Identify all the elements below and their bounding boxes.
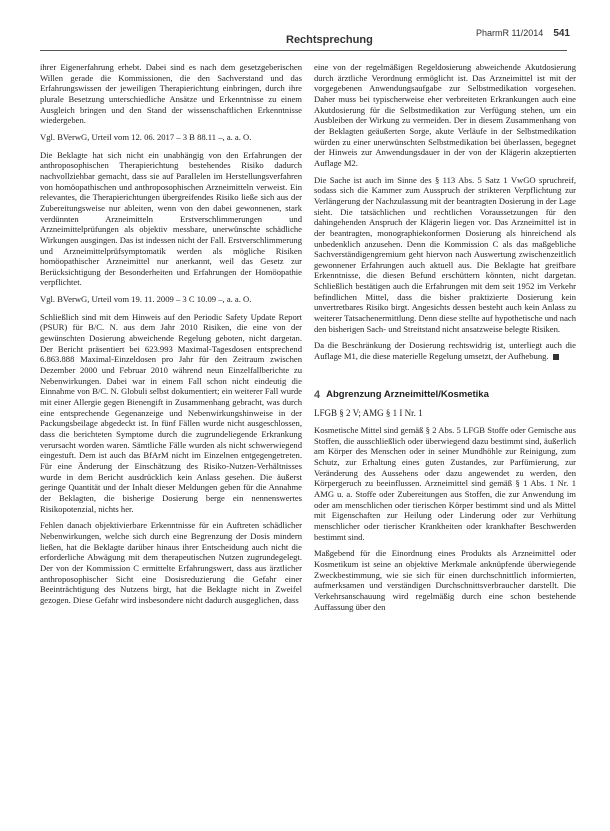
section-citation: LFGB § 2 V; AMG § 1 I Nr. 1 <box>314 408 423 419</box>
header-rule <box>40 50 567 51</box>
citation: Vgl. BVerwG, Urteil vom 12. 06. 2017 – 3 B 88.11 –, a. a. O. <box>40 131 252 142</box>
page-header <box>0 24 610 54</box>
section-number: 4 <box>314 388 321 401</box>
end-mark-icon <box>553 354 559 360</box>
paragraph-text: Da die Beschränkung der Dosierung rechtswidrig ist, unterliegt auch die Auflage M1, die diese materielle Regelung umsetzt, der Aufhebung. <box>314 340 576 362</box>
page-number: 541 <box>553 28 570 39</box>
paragraph: Die Sache ist auch im Sinne des § 113 Abs. 5 Satz 1 VwGO spruchreif, sodass sich die Kammer zum Ausspruch der strikteren Verpflichtung zur Verlängerung der Nachzulassung mit der beantragten Dosierung in der Lage sieht. Die tatsächlichen und rechtlichen Voraussetzungen für den dahingehenden Anspruch der Klägerin liegen vor. Das Arzneimittel ist in der beantragten, monographiekonformen Dosierung als hinreichend als unbedenklich anzusehen. Denn die Kommission C als das maßgebliche Sachverständigengremium geht hiervon nach Auswertung zwischenzeitlich gewonnener Erfahrungen auch aktuell aus. Die Beklagte hat greifbare Erkenntnisse, die diesen Befund erschüttern könnten, nicht dargetan. Schließlich bestätigen auch die Erfahrungen mit dem seit 1952 im Verkehr befindlichen Mittel, dass die bisher praktizierte Dosierung kein unvertretbares Risiko birgt. Angesichts dessen besteht auch kein Anlass zu weiterer Tatsachenermittlung. Denn diese stellte auf hypothetische und nach den bisherigen Sach- und Streitstand nicht ansatzweise belegte Risiken. <box>314 174 576 334</box>
paragraph: Maßgebend für die Einordnung eines Produkts als Arzneimittel oder Kosmetikum ist seine an objektive Merkmale anknüpfende überwiegende Zweckbestimmung, wie sie sich für einen durchschnittlich informierten, aufmerksamen und verständigen Durchschnittsverbraucher darstellt. Die Verkehrsanschauung wird regelmäßig durch eine schon bestehende Auffassung über den <box>314 548 576 612</box>
citation: Vgl. BVerwG, Urteil vom 19. 11. 2009 – 3 C 10.09 –, a. a. O. <box>40 294 252 305</box>
left-column <box>40 62 302 612</box>
section-heading <box>314 390 576 401</box>
section-title: Abgrenzung Arzneimittel/Kosmetika <box>326 388 489 400</box>
section-header-title: Rechtsprechung <box>286 34 373 46</box>
paragraph: Fehlen danach objektivierbare Erkenntnisse für ein Auftreten schädlicher Nebenwirkungen, welche sich durch eine Begrenzung der Dosis mindern ließen, hat die Beklagte darüber hinaus ihrer Entscheidung auch nicht die erforderliche Abwägung mit dem therapeutischen Nutzen zugrundegelegt. Der von der Kommission C ermittelte Erfahrungswert, dass aus ärztlicher anthroposophischer Sicht eine Dosisreduzierung die Gefahr einer Beeinträchtigung des Nutzens birgt, hat die Beklagte nicht in Zweifel gezogen. Diese Gefahr wird insbesondere nicht dadurch ausgeglichen, dass <box>40 520 302 605</box>
paragraph: eine von der regelmäßigen Regeldosierung abweichende Akutdosierung durch ärztliche Verordnung ermöglicht ist. Das Arzneimittel ist mit der vorgegebenen Anwendungsaufgabe zur Selbstmedikation vorgesehen. Daher muss bei typischerweise eher verbreiteten Erkrankungen auch eine Akutdosierung für die Selbstmedikation zur Verfügung stehen, um ein Ausbleiben der Wirkung zu vermeiden. Der in diesem Zusammenhang von der Beklagten geäußerten Sorge, akute Verläufe in der Selbstmedikation würden zu einer unerwünschten Selbstmedikation bei überlassen, begegnet der Hinweis zur Anwendungsdauer in der von der Klägerin akzeptierten Auflage M2. <box>314 62 576 168</box>
paragraph: Die Beklagte hat sich nicht ein unabhängig von den Erfahrungen der anthroposophischen Therapierichtung bestehendes Risiko dadurch nachvollziehbar gemacht, dass sie auf Parallelen im Herstellungsverfahren von homöopathischen und anthroposophischen Arzneimitteln verweist. Ein relevantes, die Therapierichtungen übergreifendes Risiko ließe sich aus der Zubereitungsweise nur ableiten, wenn von den dabei gewonnenen, stark verdünnten Arzneimitteln Erstverschlimmerungen und Arzneimittelprüfungen als objektiv messbare, unerwünschte schädliche Wirkungen ausgingen. Das ist indessen nicht der Fall. Erstverschlimmerung und Arzneimittelprüfsymptomatik werden als mögliche Risiken homöopathischer Arzneimittel nur anerkannt, weil das Gesetz zur Berücksichtigung der Besonderheiten und Erfahrungen der Homöopathie verpflichtet. <box>40 149 302 288</box>
paragraph: ihrer Eigenerfahrung erhebt. Dabei sind es nach dem gesetzgeberischen Willen gerade die Kommissionen, die den Sachverstand und das Erfahrungswissen der jeweiligen Therapierichtung einbringen, durch ihre plurale Besetzung unterschiedliche Ansätze und Erkenntnisse zu einem Ausgleich bringen und den Stand der wissenschaftlichen Erkenntnisse wiedergeben. <box>40 62 302 126</box>
paragraph-final <box>314 340 576 361</box>
right-column <box>314 62 576 618</box>
journal-reference <box>476 28 570 39</box>
journal-name: PharmR 11/2014 <box>475 28 544 38</box>
paragraph: Kosmetische Mittel sind gemäß § 2 Abs. 5 LFGB Stoffe oder Gemische aus Stoffen, die ausschließlich oder überwiegend dazu bestimmt sind, äußerlich am Körper des Menschen oder in seiner Mundhöhle zur Reinigung, zum Schutz, zur Erhaltung eines guten Zustandes, zur Parfümierung, zur Veränderung des Aussehens oder dazu angewendet zu werden, den Körpergeruch zu beeinflussen. Arzneimittel sind gemäß § 1 Abs. 1 Nr. 1 AMG u. a. Stoffe oder Zubereitungen aus Stoffen, die zur Anwendung im oder am menschlichen oder tierischen Körper bestimmt sind und als Mittel mit Eigenschaften zur Heilung oder Linderung oder zur Verhütung menschlicher oder tierischer Krankheiten oder krankhafter Beschwerden bestimmt sind. <box>314 425 576 542</box>
paragraph: Schließlich sind mit dem Hinweis auf den Periodic Safety Update Report (PSUR) für B/C. N. aus dem Jahr 2010 Risiken, die eine von der gewünschten Dosierung abweichende Regelung geboten, nicht dargetan. Der Bericht präsentiert bei 623.993 Maximal-Tagesdosen entsprechend 6.863.888 Maximal-Einzeldosen pro Jahr für den Zeitraum zwischen Dezember 2000 und Februar 2010 während neun Einzelfallberichte zu Nebenwirkungen. Dabei war in einem Fall schon nicht eindeutig die Einnahme von B/C. N. Globuli selbst dokumentiert; ein weiterer Fall wurde mit einer Allergie gegen Bienengift in Zusammenhang gebracht, was durch eine entsprechende Gegenanzeige und Nebenwirkungshinweise in der Packungsbeilage abgedeckt ist. In fünf Fällen wurde nicht ausgeschlossen, dass die berichteten Symptome durch die zugrundeliegende Erkrankung verursacht worden waren. Sämtliche Fälle wurden als nicht schwerwiegend eingestuft. Dem ist auch das BfArM nicht im Einzelnen entgegengetreten. Für eine Änderung der Einschätzung des Risiko-Nutzen-Verhältnisses wurde in dem Bericht ausdrücklich kein Anlass gesehen. Die äußerst geringe Quantität und der Inhalt dieser Meldungen geben für die Annahme der Beklagten, die bisherige Dosierung berge ein nennenswertes Risikopotenzial, nichts her. <box>40 311 302 514</box>
